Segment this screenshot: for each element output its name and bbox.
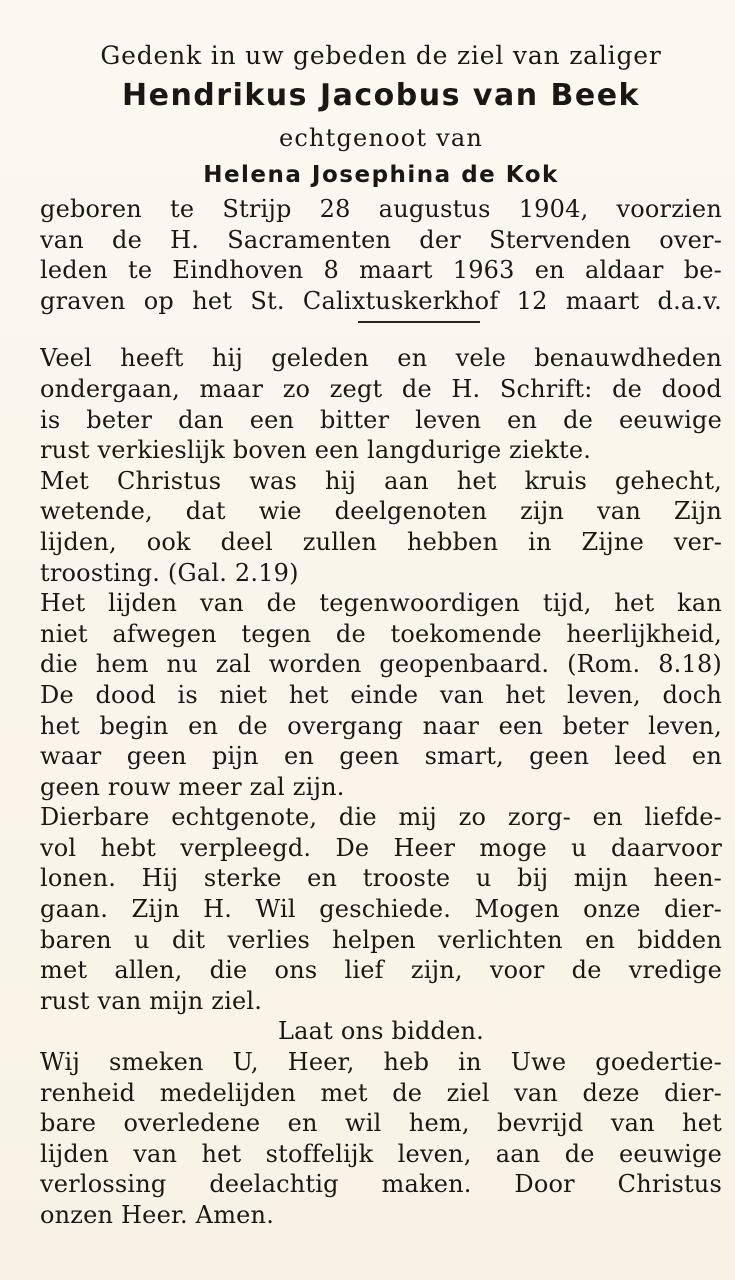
prayer-line: bare overledene en wil hem, bevrijd van het (40, 1109, 722, 1138)
meditation-line: lonen. Hij sterke en trooste u bij mijn heen- (40, 864, 722, 893)
meditation-line: lijden, ook deel zullen hebben in Zijne ver- (40, 527, 722, 556)
meditation-line: troosting. (Gal. 2.19) (40, 558, 299, 587)
meditation-line: wetende, dat wie deelgenoten zijn van Zijn (40, 497, 722, 526)
meditation-line: waar geen pijn en geen smart, geen leed en (40, 742, 722, 771)
biography-line: van de H. Sacramenten der Stervenden over- (40, 225, 722, 254)
meditation-line: rust van mijn ziel. (40, 986, 263, 1015)
card-header (40, 40, 722, 192)
meditation-text (40, 343, 722, 1230)
biography-paragraph (40, 194, 722, 316)
divider-rule (358, 321, 480, 323)
prayer-line: verlossing deelachtig maken. Door Christus (40, 1170, 722, 1199)
biography-line: graven op het St. Calixtuskerkhof 12 maart d.a.v. (40, 286, 722, 315)
meditation-line: het begin en de overgang naar een beter leven, (40, 711, 722, 740)
meditation-line: Met Christus was hij aan het kruis gehecht, (40, 466, 722, 495)
prayer-line: Wij smeken U, Heer, heb in Uwe goedertie- (40, 1048, 722, 1077)
meditation-line: is beter dan een bitter leven en de eeuwige (40, 405, 722, 434)
biography-line: leden te Eindhoven 8 maart 1963 en aldaar be- (40, 256, 722, 285)
meditation-line: met allen, die ons lief zijn, voor de vredige (40, 956, 722, 985)
prayer-line: lijden van het stoffelijk leven, aan de eeuwige (40, 1139, 722, 1168)
meditation-line: Dierbare echtgenote, die mij zo zorg- en liefde- (40, 803, 722, 832)
meditation-line: De dood is niet het einde van het leven, doch (40, 680, 722, 709)
prayer-heading: Laat ons bidden. (278, 1017, 484, 1046)
biography-line: geboren te Strijp 28 augustus 1904, voorzien (40, 195, 722, 223)
meditation-line: rust verkieslijk boven een langdurige ziekte. (40, 436, 592, 465)
spouse-label: echtgenoot van (278, 124, 484, 152)
meditation-line: Veel heeft hij geleden en vele benauwdheden (40, 344, 722, 373)
meditation-line: gaan. Zijn H. Wil geschiede. Mogen onze dier- (40, 895, 722, 924)
meditation-line: geen rouw meer zal zijn. (40, 772, 345, 801)
meditation-line: die hem nu zal worden geopenbaard. (Rom. 8.18) (40, 650, 722, 679)
deceased-name: Hendrikus Jacobus van Beek (121, 78, 641, 113)
intro-line: Gedenk in uw gebeden de ziel van zaliger (100, 41, 662, 70)
meditation-line: niet afwegen tegen de toekomende heerlijkheid, (40, 619, 722, 648)
spouse-name: Helena Josephina de Kok (203, 162, 559, 188)
meditation-line: Het lijden van de tegenwoordigen tijd, het kan (40, 589, 722, 618)
prayer-line: renheid medelijden met de ziel van deze dier- (40, 1078, 722, 1107)
prayer-line: onzen Heer. Amen. (40, 1201, 275, 1229)
meditation-line: baren u dit verlies helpen verlichten en bidden (40, 925, 722, 954)
meditation-line: vol hebt verpleegd. De Heer moge u daarvoor (40, 833, 722, 862)
meditation-line: ondergaan, maar zo zegt de H. Schrift: de dood (40, 374, 722, 403)
